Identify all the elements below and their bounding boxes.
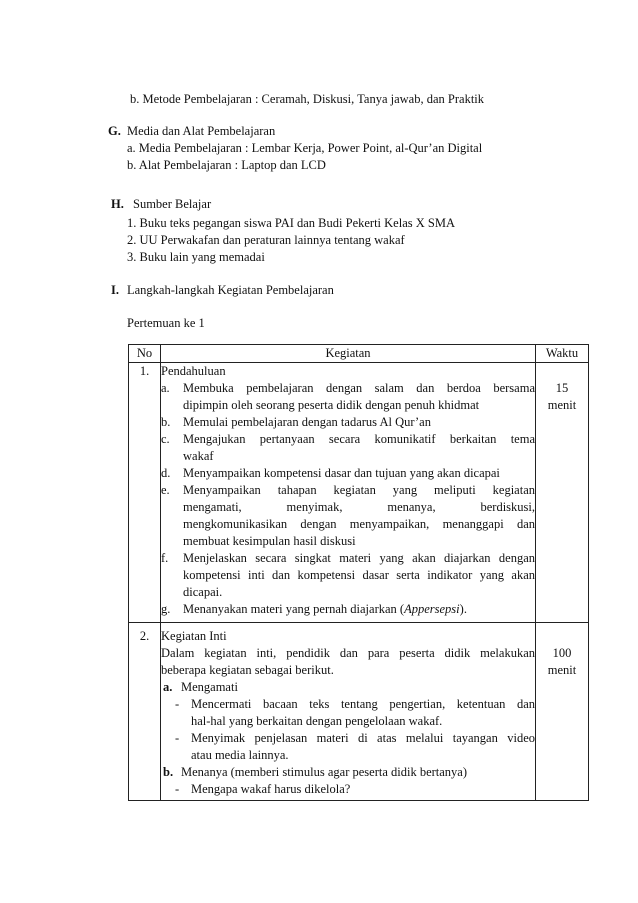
list-item-label: e. <box>161 483 170 497</box>
row2-kegiatan <box>161 623 536 801</box>
meeting-label: Pertemuan ke 1 <box>127 316 205 330</box>
row1-time-value: 15 <box>555 381 569 395</box>
row2-b-items <box>161 781 535 798</box>
list-item-bullet: - <box>175 731 180 745</box>
table-row <box>129 363 589 623</box>
row2-no: 2. <box>129 623 161 801</box>
list-item-bullet: - <box>175 697 180 711</box>
row2-sub-b-title: Menanya (memberi stimulus agar peserta didik bertanya) <box>181 765 468 779</box>
list-item-line: membuat kesimpulan hasil diskusi <box>183 534 356 548</box>
list-item-pre: Menanyakan materi yang pernah diajarkan ( <box>183 602 405 616</box>
row2-sub-a-label: a. <box>163 680 173 694</box>
list-item-text <box>187 730 535 764</box>
section-h-marker: H. <box>111 197 124 211</box>
list-item-text <box>183 380 535 414</box>
list-item <box>161 550 535 601</box>
row1-waktu <box>536 363 589 623</box>
activities-table <box>128 344 589 801</box>
section-i-marker: I. <box>111 283 119 297</box>
list-item-line: Menyimak penjelasan materi di atas melalui tayangan video <box>191 731 535 745</box>
list-item-label: d. <box>161 466 171 480</box>
row1-kegiatan <box>161 363 536 623</box>
row2-sub-a <box>161 679 535 696</box>
list-item-line: mengkomunikasikan dengan menyampaikan, menanggapi dan <box>183 517 535 531</box>
section-g-title: Media dan Alat Pembelajaran <box>127 124 276 138</box>
list-item-line: mengamati, menyimak, menanya, berdiskusi, <box>183 500 535 514</box>
list-item-line: wakaf <box>183 449 214 463</box>
list-item-line: Mengajukan pertanyaan secara komunikatif berkaitan tema <box>183 432 535 446</box>
list-item-line: Menjelaskan secara singkat materi yang akan diajarkan dengan <box>183 551 535 565</box>
list-item-text <box>183 550 535 601</box>
row2-sub-b-label: b. <box>163 765 174 779</box>
list-item-line: hal-hal yang berkaitan dengan pengelolaan wakaf. <box>191 714 443 728</box>
list-item-line: Mengapa wakaf harus dikelola? <box>191 782 351 796</box>
section-g-item-a: a. Media Pembelajaran : Lembar Kerja, Power Point, al-Qur’an Digital <box>127 141 483 155</box>
list-item-line: Memulai pembelajaran dengan tadarus Al Qur’an <box>183 415 431 429</box>
list-item <box>161 730 535 764</box>
list-item-line: kompetensi inti dan kompetensi dasar serta indikator yang akan <box>183 568 535 582</box>
list-item <box>161 601 535 618</box>
section-g-marker: G. <box>108 124 121 138</box>
header-kegiatan: Kegiatan <box>161 345 536 363</box>
list-item <box>161 465 535 482</box>
list-item-label: g. <box>161 602 171 616</box>
section-i-title: Langkah-langkah Kegiatan Pembelajaran <box>127 283 334 297</box>
list-item-label: f. <box>161 551 169 565</box>
list-item-line: Menyampaikan kompetensi dasar dan tujuan yang akan dicapai <box>183 466 500 480</box>
row2-intro-line-2: beberapa kegiatan sebagai berikut. <box>161 663 334 677</box>
row2-sub-a-title: Mengamati <box>181 680 238 694</box>
list-item-bullet: - <box>175 782 180 796</box>
section-h-item-3: 3. Buku lain yang memadai <box>127 250 265 264</box>
list-item <box>161 482 535 550</box>
list-item-line: Menyampaikan tahapan kegiatan yang meliputi kegiatan <box>183 483 535 497</box>
row2-intro-line-1: Dalam kegiatan inti, pendidik dan para peserta didik melakukan <box>161 646 535 660</box>
header-waktu: Waktu <box>536 345 589 363</box>
row2-waktu <box>536 623 589 801</box>
row1-title: Pendahuluan <box>161 364 226 378</box>
list-item-text <box>183 482 535 550</box>
list-item-italic: Appersepsi <box>404 602 460 616</box>
list-item-post: ). <box>459 602 467 616</box>
list-item <box>161 431 535 465</box>
list-item <box>161 696 535 730</box>
row2-title: Kegiatan Inti <box>161 629 227 643</box>
list-item-label: b. <box>161 415 171 429</box>
section-h-item-1: 1. Buku teks pegangan siswa PAI dan Budi Pekerti Kelas X SMA <box>127 216 455 230</box>
section-g-item-b: b. Alat Pembelajaran : Laptop dan LCD <box>127 158 326 172</box>
list-item <box>161 781 535 798</box>
metode-line: b. Metode Pembelajaran : Ceramah, Diskusi, Tanya jawab, dan Praktik <box>130 92 485 106</box>
row2-sub-b <box>161 764 535 781</box>
row2-time-value: 100 <box>552 646 572 660</box>
row2-time-unit: menit <box>547 663 577 677</box>
list-item-text <box>183 431 535 465</box>
row1-no: 1. <box>129 363 161 623</box>
list-item-line: Membuka pembelajaran dengan salam dan berdoa bersama <box>183 381 535 395</box>
section-h-title: Sumber Belajar <box>133 197 212 211</box>
row2-a-items <box>161 696 535 764</box>
list-item-line: Mencermati bacaan teks tentang pengertian, ketentuan dan <box>191 697 535 711</box>
list-item-label: c. <box>161 432 170 446</box>
row1-time-unit: menit <box>547 398 577 412</box>
list-item-text <box>183 465 535 482</box>
section-h-item-2: 2. UU Perwakafan dan peraturan lainnya tentang wakaf <box>127 233 405 247</box>
row1-items <box>161 380 535 618</box>
list-item-text <box>183 414 535 431</box>
list-item-text <box>187 781 535 798</box>
list-item-label: a. <box>161 381 170 395</box>
list-item-text <box>187 696 535 730</box>
list-item-line: dipimpin oleh seorang peserta didik dengan penuh khidmat <box>183 398 480 412</box>
header-no: No <box>129 345 161 363</box>
list-item-text <box>183 601 535 618</box>
list-item <box>161 380 535 414</box>
list-item-line <box>183 601 535 618</box>
list-item-line: atau media lainnya. <box>191 748 289 762</box>
table-row <box>129 623 589 801</box>
list-item-line: dicapai. <box>183 585 223 599</box>
table-header-row <box>129 345 589 363</box>
list-item <box>161 414 535 431</box>
